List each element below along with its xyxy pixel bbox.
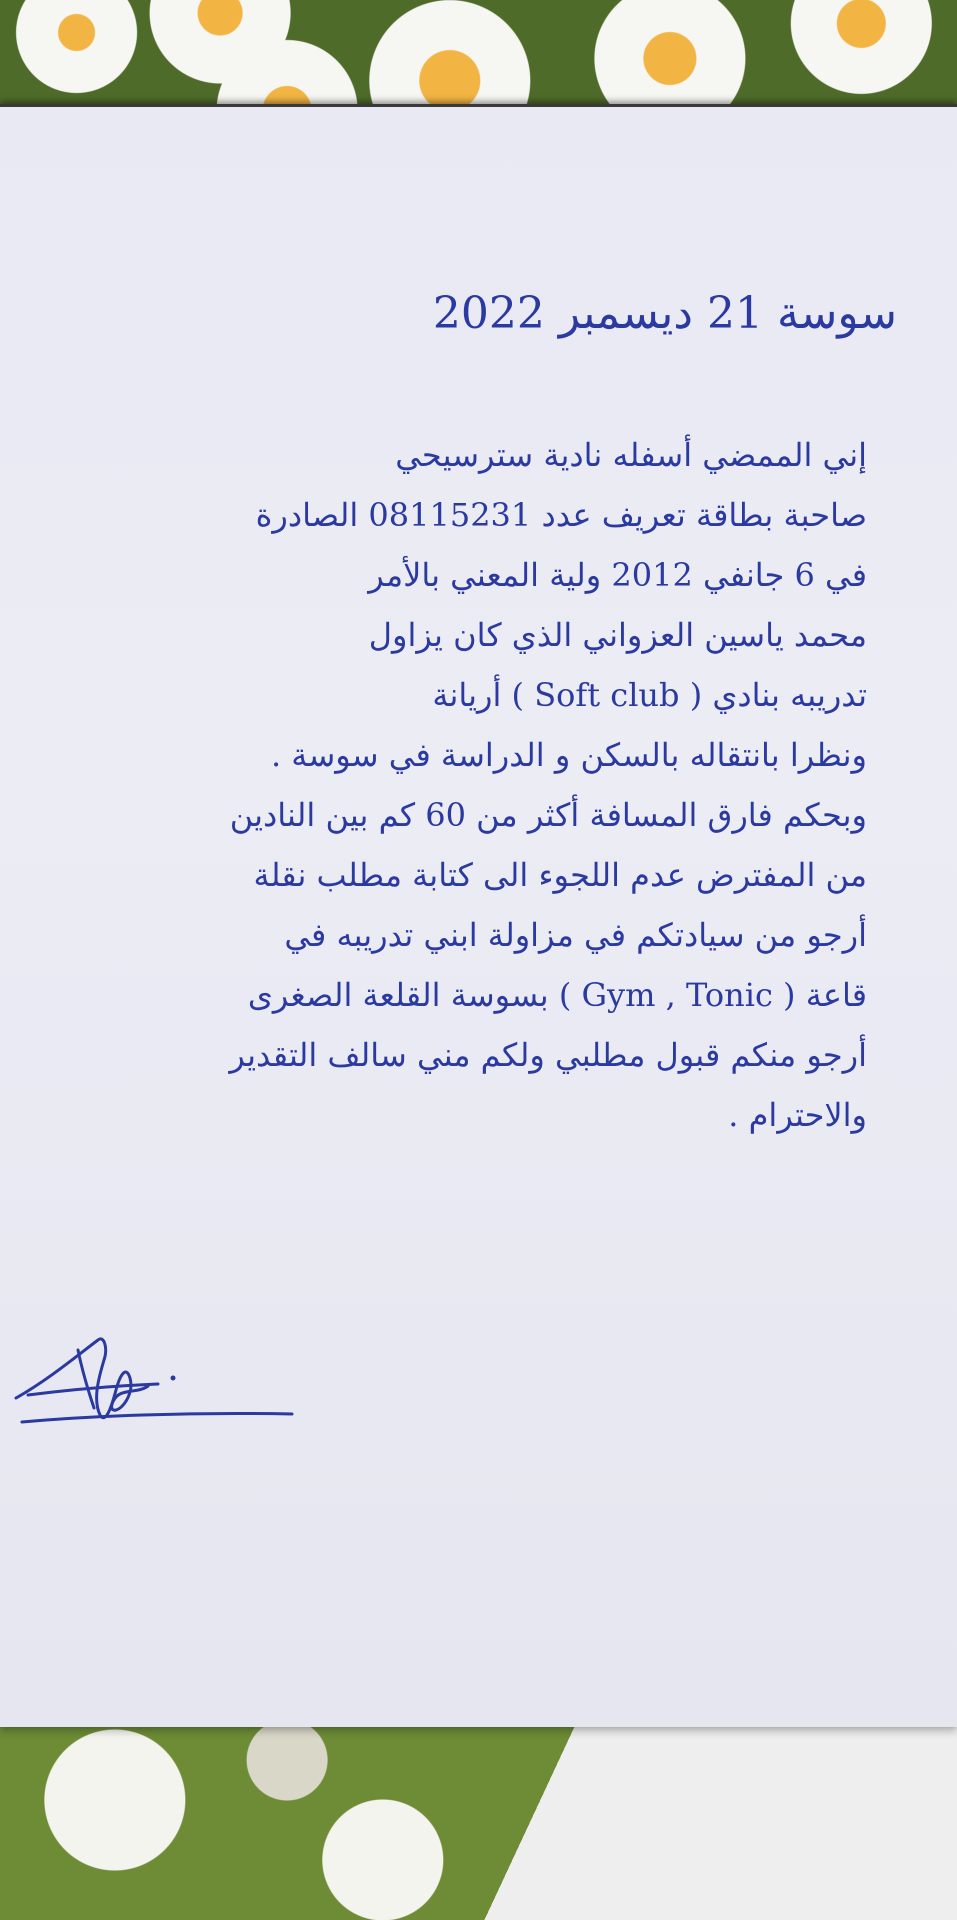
tablecloth-bottom [0, 1720, 957, 1920]
letter-line: قاعة ( Gym , Tonic ) بسوسة القلعة الصغرى [247, 976, 867, 1014]
letter-line: محمد ياسين العزواني الذي كان يزاول [368, 616, 867, 654]
letter-line: تدريبه بنادي ( Soft club ) أريانة [432, 676, 867, 714]
letter-line: أرجو منكم قبول مطلبي ولكم مني سالف التقدير [229, 1036, 867, 1074]
letter-line: إني الممضي أسفله نادية سترسيحي [395, 436, 867, 474]
letter-line: صاحبة بطاقة تعريف عدد 08115231 الصادرة [255, 496, 867, 534]
letter-line: وبحكم فارق المسافة أكثر من 60 كم بين النادين [229, 796, 867, 834]
letter-line: ونظرا بانتقاله بالسكن و الدراسة في سوسة . [270, 736, 867, 774]
letter-line: والاحترام . [728, 1096, 867, 1134]
letter-line: من المفترض عدم اللجوء الى كتابة مطلب نقلة [253, 856, 867, 894]
letter-line: أرجو من سيادتكم في مزاولة ابني تدريبه في [284, 916, 867, 954]
date-line: سوسة 21 ديسمبر 2022 [432, 288, 897, 339]
handwritten-signature [8, 1320, 298, 1440]
letter-body [47, 425, 867, 1145]
letter-line: في 6 جانفي 2012 ولية المعني بالأمر [368, 556, 867, 594]
